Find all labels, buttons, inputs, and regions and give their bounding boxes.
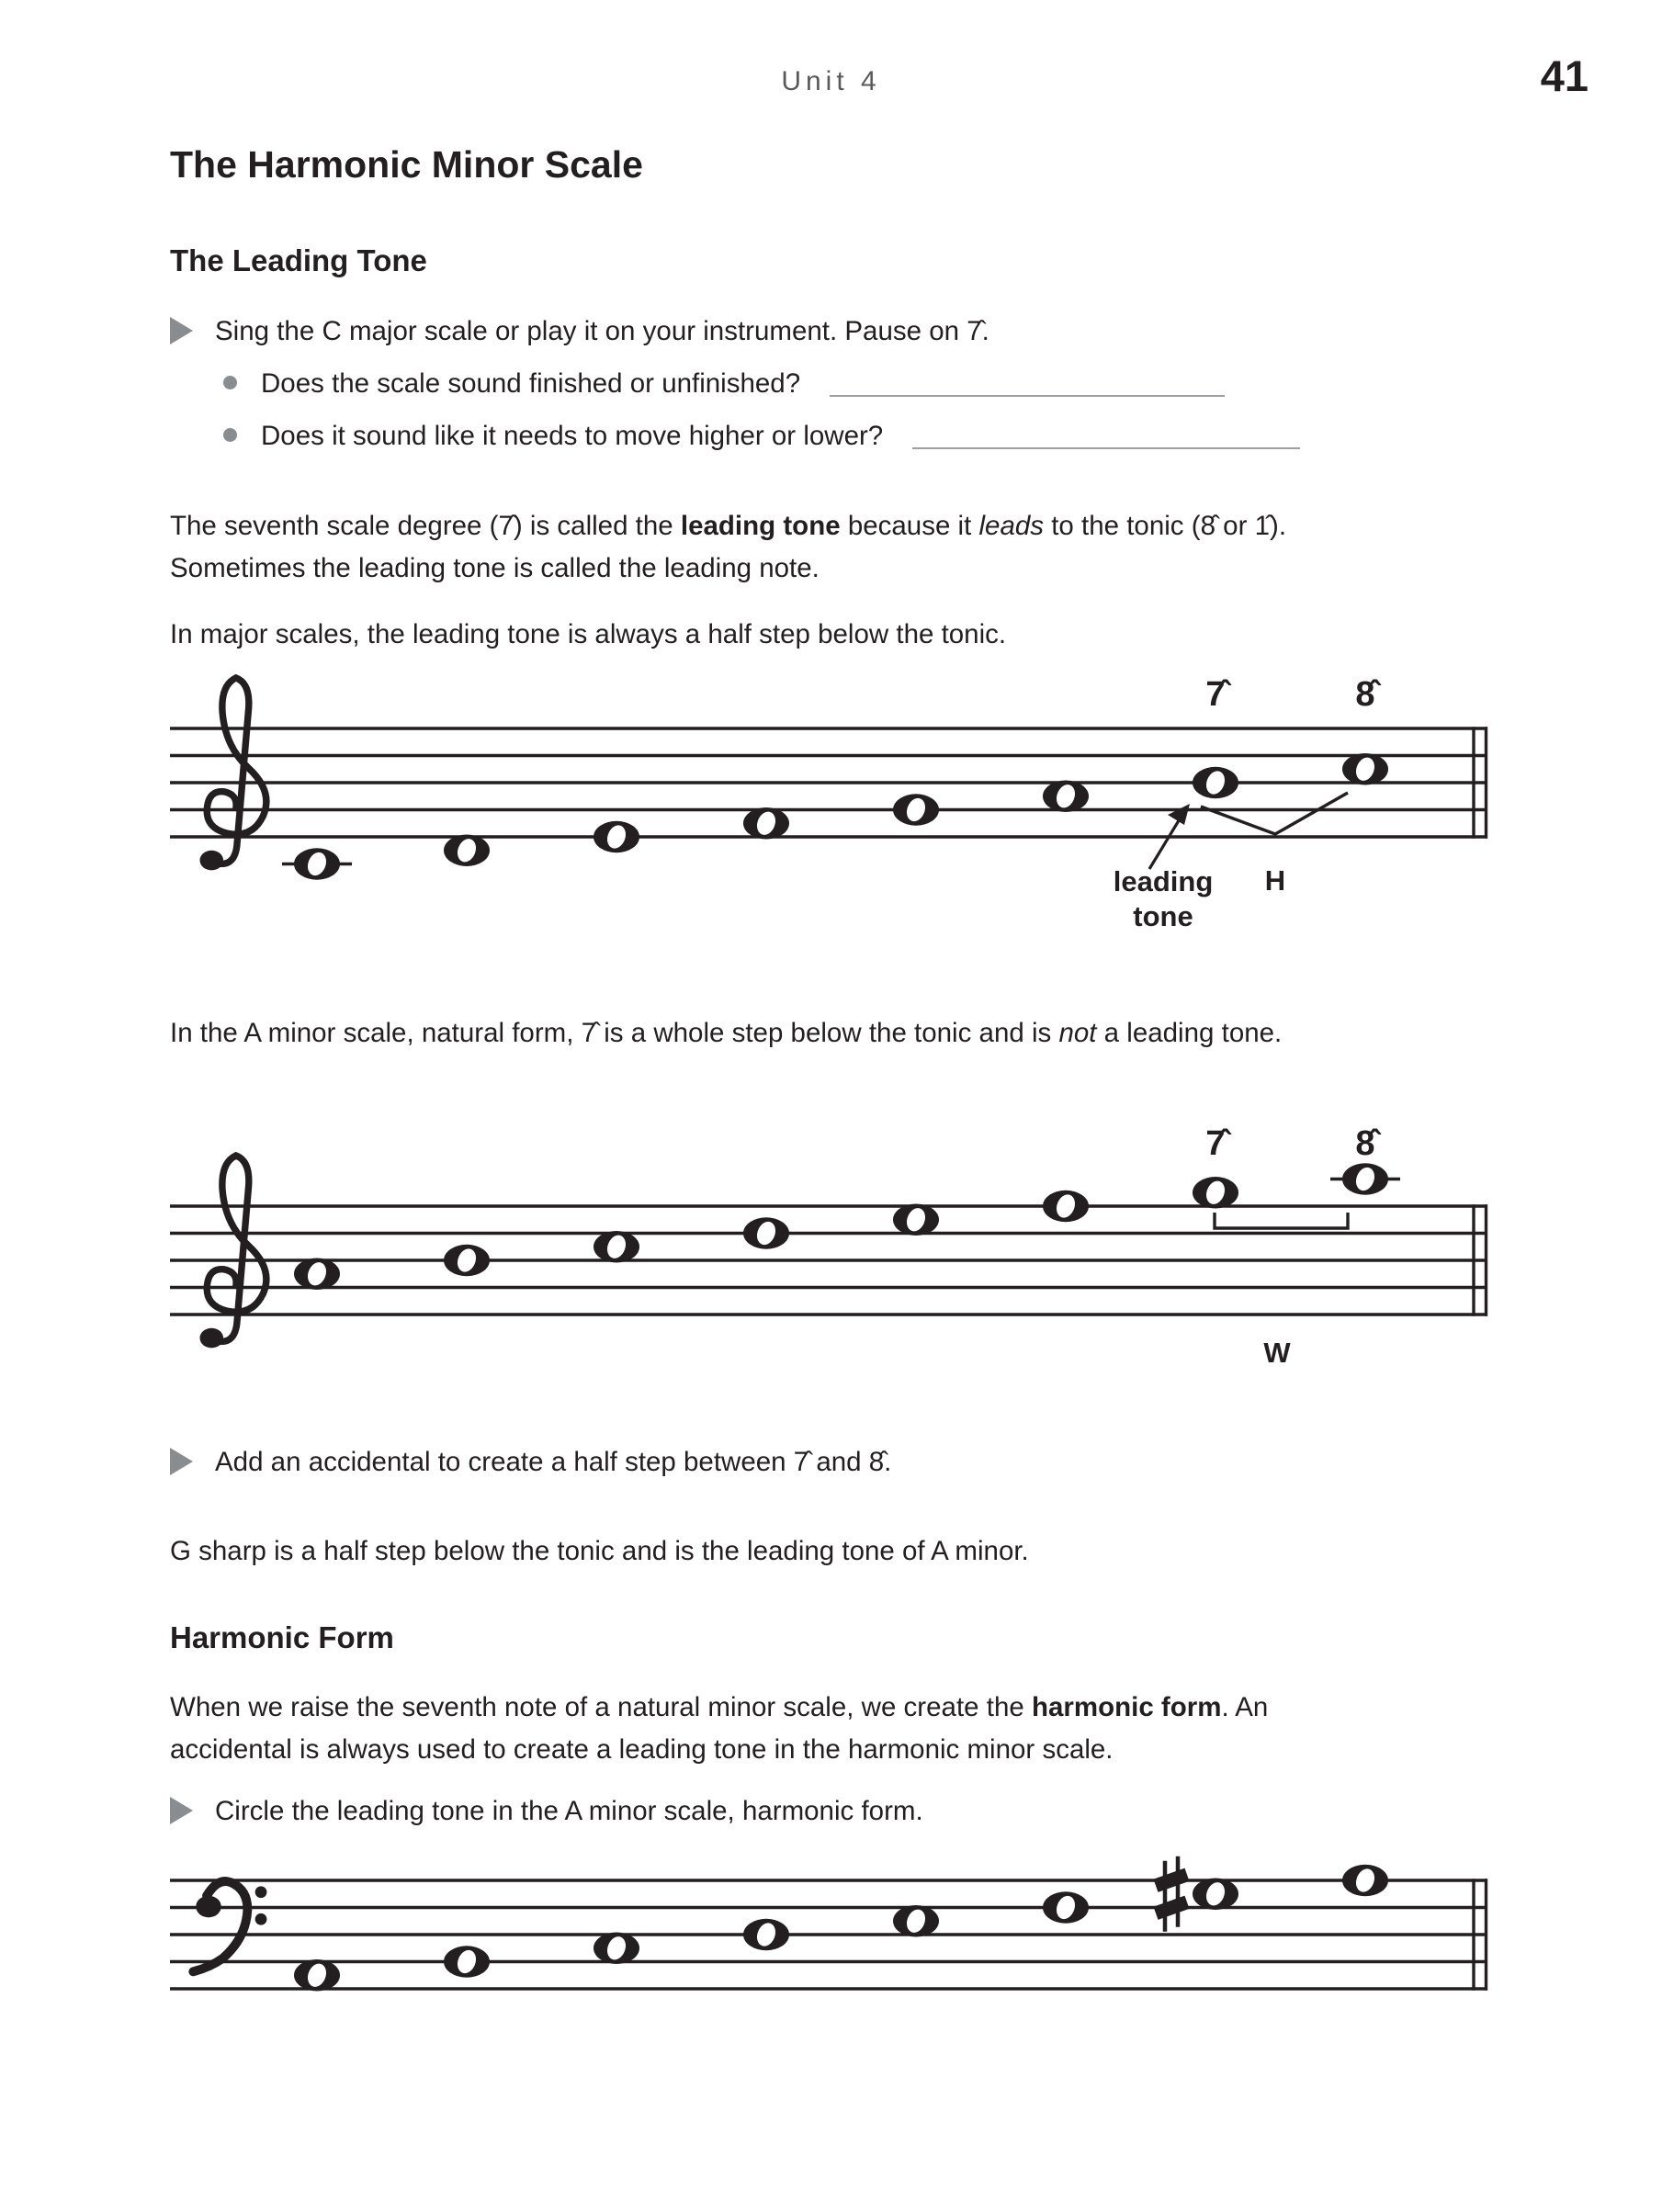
paragraph-a-minor-natural: In the A minor scale, natural form, 7̂ is a whole step below the tonic and is not a leading tone. <box>170 1018 1283 1048</box>
answer-blank-finished[interactable] <box>830 373 1225 397</box>
paragraph-major-scales: In major scales, the leading tone is always a half step below the tonic. <box>170 619 1007 649</box>
instruction-sing-text: Sing the C major scale or play it on your instrument. Pause on 7̂. <box>215 316 989 346</box>
svg-text:W: W <box>1263 1337 1291 1369</box>
question-higher-lower-row <box>223 418 1509 455</box>
instruction-add-accidental-text: Add an accidental to create a half step between 7̂ and 8̂. <box>215 1447 892 1477</box>
unit-label: Unit 4 <box>781 66 881 96</box>
arrow-bullet-icon <box>170 317 193 344</box>
section-heading-leading-tone: The Leading Tone <box>170 243 427 277</box>
svg-text:8̂: 8̂ <box>1355 1124 1375 1163</box>
instruction-add-accidental <box>170 1444 1511 1481</box>
svg-text:7̂: 7̂ <box>1205 675 1226 714</box>
instruction-circle-leading-tone <box>170 1793 1511 1830</box>
staff-a-minor-harmonic-scale <box>170 1856 1493 2030</box>
svg-text:leading: leading <box>1113 865 1214 897</box>
page-number: 41 <box>1540 51 1589 100</box>
bullet-dot-icon <box>223 376 237 389</box>
paragraph-g-sharp: G sharp is a half step below the tonic and is the leading tone of A minor. <box>170 1536 1029 1566</box>
svg-text:tone: tone <box>1133 900 1193 932</box>
question-finished-row <box>223 366 1509 402</box>
instruction-circle-text: Circle the leading tone in the A minor scale, harmonic form. <box>215 1796 923 1826</box>
paragraph-seventh-degree: The seventh scale degree (7̂) is called the leading tone because it leads to the tonic (8̂ or 1̂). Sometimes the leading tone is called the leading note. <box>170 511 1287 583</box>
staff-a-minor-natural-scale <box>170 1107 1493 1382</box>
answer-blank-higher-lower[interactable] <box>912 425 1300 449</box>
staff-c-major-scale <box>170 654 1493 948</box>
page-title: The Harmonic Minor Scale <box>170 143 643 186</box>
instruction-sing <box>170 313 1511 350</box>
paragraph-harmonic-form: When we raise the seventh note of a natural minor scale, we create the harmonic form. An accidental is always used to create a leading tone in the harmonic minor scale. <box>170 1692 1269 1765</box>
section-heading-harmonic-form: Harmonic Form <box>170 1620 394 1654</box>
arrow-bullet-icon <box>170 1448 193 1475</box>
question-higher-lower-text: Does it sound like it needs to move higher or lower? <box>261 421 884 451</box>
svg-text:7̂: 7̂ <box>1205 1124 1226 1163</box>
arrow-bullet-icon <box>170 1797 193 1824</box>
svg-text:8̂: 8̂ <box>1355 675 1375 714</box>
bullet-dot-icon <box>223 428 237 442</box>
question-finished-text: Does the scale sound finished or unfinished? <box>261 368 801 399</box>
svg-text:H: H <box>1264 864 1286 897</box>
